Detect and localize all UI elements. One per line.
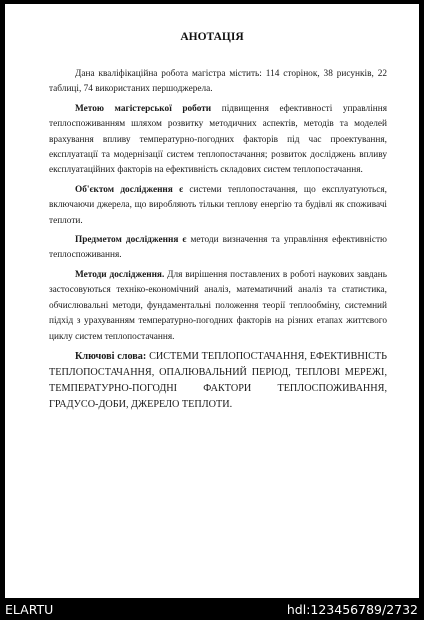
keywords-paragraph — [49, 349, 387, 413]
subject-paragraph — [49, 233, 387, 264]
viewer-footer — [0, 599, 424, 620]
keywords-label: Ключові слова: — [75, 350, 147, 362]
methods-label: Методи дослідження. — [75, 269, 165, 280]
object-text: системи теплопостачання, що експлуатуються, включаючи джерела, що виробляють тільки теплову енергію та будівлі як споживачі теплоти. — [49, 184, 387, 226]
abstract-body — [49, 67, 387, 417]
goal-label: Метою магістерської роботи — [75, 103, 212, 114]
keywords-text: СИСТЕМИ ТЕПЛОПОСТАЧАННЯ, ЕФЕКТИВНІСТЬ ТЕПЛОПОСТАЧАННЯ, ОПАЛЮВАЛЬНИЙ ПЕРІОД, ТЕПЛОВІ МЕРЕЖІ, ТЕМПЕРАТУРНО-ПОГОДНІ ФАКТОРИ ТЕПЛОСПОЖИВАННЯ, ГРАДУСО-ДОБИ, ДЖЕРЕЛО ТЕПЛОТИ. — [49, 350, 387, 410]
goal-paragraph — [49, 102, 387, 179]
object-paragraph — [49, 183, 387, 229]
subject-label: Предметом дослідження є — [75, 235, 187, 246]
object-label: Об'єктом дослідження є — [75, 184, 184, 195]
document-title: АНОТАЦІЯ — [180, 31, 244, 43]
methods-paragraph — [49, 268, 387, 345]
handle-identifier: hdl:123456789/2732 — [286, 602, 418, 617]
methods-text: Для вирішення поставлених в роботі наукових завдань застосовуються техніко-економічний аналіз, математичний аналіз та статистика, обчислювальні методи, фундаментальні положення теорії теплообміну, системний підхід з урахуванням температурно-погодних факторів на різних етапах життєвого циклу систем теплопостачання. — [49, 269, 388, 342]
repository-name: ELARTU — [5, 602, 54, 617]
goal-text: підвищення ефективності управління теплоспоживанням шляхом розвитку методичних аспектів, методів та моделей врахування впливу температурно-погодних факторів під час проектування, експлуатації та модернізації систем теплопостачання; розвиток досліджень впливу експлуатаційних факторів на ефективність складових систем теплопостачання. — [49, 103, 388, 176]
document-page — [5, 4, 419, 598]
intro-paragraph: Дана кваліфікаційна робота магістра містить: 114 сторінок, 38 рисунків, 22 таблиці, 74 використаних першоджерела. — [49, 69, 387, 95]
subject-text: методи визначення та управління ефективністю теплоспоживання. — [49, 235, 388, 261]
